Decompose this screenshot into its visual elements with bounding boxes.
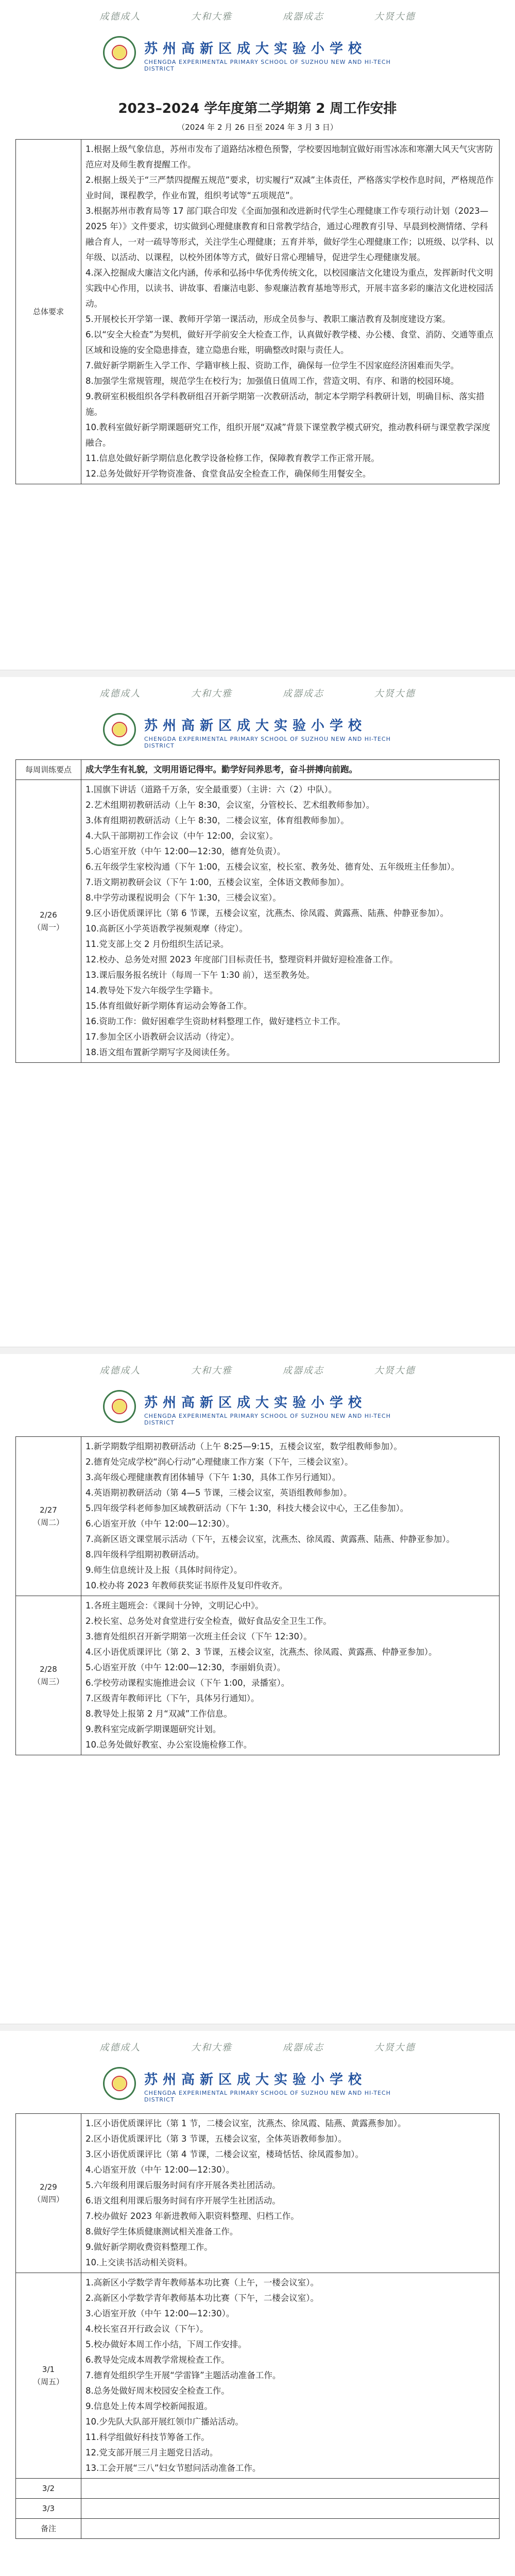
table-row xyxy=(16,2479,500,2499)
list-item: 10.教科室做好新学期课题研究工作，组织开展“双减”背景下课堂教学模式研究，推动教科研与课堂教学深度融合。 xyxy=(85,422,490,448)
list-item: 8.总务处做好周末校园安全检查工作。 xyxy=(85,2386,230,2396)
list-item: 4.校长室召开行政会议（下午）。 xyxy=(85,2324,209,2334)
table-row xyxy=(16,760,500,780)
list-item: 1.高新区小学数学青年教师基本功比赛（上午，一楼会议室）。 xyxy=(85,2278,319,2287)
list-item: 11.党支部上交 2 月份组织生活记录。 xyxy=(85,939,229,949)
list-item: 11.科学组做好科技节筹备工作。 xyxy=(85,2432,210,2442)
day-cell xyxy=(16,2479,81,2499)
school-logo-icon xyxy=(103,2067,136,2100)
remarks-cell xyxy=(81,2519,500,2539)
day-cell xyxy=(16,780,81,1063)
day-weekday: （周三） xyxy=(32,1677,64,1686)
list-item: 4.深入挖掘成大廉洁文化内涵，传承和弘扬中华优秀传统文化，以校园廉洁文化建设为重点，发挥新时代文明实践中心作用，以读书、讲故事、看廉洁电影、参观廉洁教育基地等形式，开展丰富多彩的廉洁文化进校园活动。 xyxy=(85,268,493,309)
day-items xyxy=(81,1596,500,1755)
school-brand xyxy=(103,2067,412,2103)
list-item: 6.学校劳动课程实施推进会议（下午 1:00，录播室）。 xyxy=(85,1678,290,1688)
day-weekday: （周二） xyxy=(32,1518,64,1527)
school-logo-icon xyxy=(103,713,136,746)
table-row xyxy=(16,780,500,1063)
table-row xyxy=(16,1437,500,1596)
day-date: 2/29 xyxy=(40,2182,57,2192)
school-name-en: CHENGDA EXPERIMENTAL PRIMARY SCHOOL OF SUZHOU NEW AND HI-TECH DISTRICT xyxy=(144,59,391,72)
list-item: 1.国旗下讲话（道路千万条，安全最重要）（主讲：六（2）中队）。 xyxy=(85,785,337,794)
motto: 大贤大德 xyxy=(374,1365,416,1376)
list-item: 2.区小语优质课评比（第 3 节课，五楼会议室，全体英语教师参加）。 xyxy=(85,2134,347,2144)
schedule-table xyxy=(15,139,500,484)
day-date: 3/1 xyxy=(42,2365,55,2374)
list-item: 1.根据上级气象信息，苏州市发布了道路结冰橙色预警，学校要因地制宜做好雨雪冰冻和寒潮大风天气灾害防范应对及师生教育提醒工作。 xyxy=(85,144,493,170)
letterhead xyxy=(0,0,515,88)
list-item: 13.工会开展“三八”妇女节慰问活动准备工作。 xyxy=(85,2463,261,2473)
list-item: 10.少先队大队部开展红领巾广播站活动。 xyxy=(85,2417,244,2427)
motto: 成器成志 xyxy=(282,1365,324,1376)
list-item: 3.体育组期初教研活动（上午 8:30，二楼会议室，体育组教师参加）。 xyxy=(85,816,349,825)
school-name-en: CHENGDA EXPERIMENTAL PRIMARY SCHOOL OF SUZHOU NEW AND HI-TECH DISTRICT xyxy=(144,736,391,749)
motto: 大贤大德 xyxy=(374,2042,416,2053)
list-item: 15.体育组做好新学期体育运动会筹备工作。 xyxy=(85,1001,252,1011)
motto-row xyxy=(0,1363,515,1377)
table-row xyxy=(16,2114,500,2273)
day-cell xyxy=(16,2499,81,2519)
day-items xyxy=(81,1437,500,1596)
schedule-table xyxy=(15,759,500,1063)
list-item: 7.高新区语文课堂展示活动（下午，五楼会议室，沈燕杰、徐凤霞、黄露燕、陆燕、仲静亚参加）。 xyxy=(85,1534,455,1544)
list-item: 2.校长室、总务处对食堂进行安全检查，做好食品安全卫生工作。 xyxy=(85,1616,332,1626)
list-item: 9.信息处上传本周学校新闻报道。 xyxy=(85,2401,213,2411)
page-1 xyxy=(0,0,515,670)
list-item: 10.校办将 2023 年教师获奖证书原件及复印件收齐。 xyxy=(85,1581,288,1590)
list-item: 2.高新区小学数学青年教师基本功比赛（下午，二楼会议室）。 xyxy=(85,2293,319,2303)
day-cell xyxy=(16,2273,81,2479)
day-weekday: （周五） xyxy=(32,2377,64,2386)
list-item: 7.语文期初教研会议（下午 1:00，五楼会议室，全体语文教师参加）。 xyxy=(85,877,349,887)
school-name: 苏州高新区成大实验小学校 xyxy=(144,1395,367,1411)
school-brand xyxy=(103,713,412,749)
list-item: 13.课后服务报名统计（每周一下午 1:30 前），送至教务处。 xyxy=(85,970,315,980)
day-date: 2/27 xyxy=(40,1505,57,1515)
list-item: 10.总务处做好教室、办公室设施检修工作。 xyxy=(85,1740,252,1750)
list-item: 10.高新区小学英语教学视频观摩（待定）。 xyxy=(85,924,248,934)
list-item: 8.中学劳动课程说明会（下午 1:30，三楼会议室）。 xyxy=(85,893,281,903)
page-3 xyxy=(0,1354,515,2024)
list-item: 9.区小语优质课评比（第 6 节课，五楼会议室，沈燕杰、徐凤霞、黄露燕、陆燕、仲静亚参加）。 xyxy=(85,908,449,918)
day-date: 2/28 xyxy=(40,1665,57,1674)
school-name: 苏州高新区成大实验小学校 xyxy=(144,718,367,734)
schedule-table xyxy=(15,1436,500,1755)
school-name-en: CHENGDA EXPERIMENTAL PRIMARY SCHOOL OF SUZHOU NEW AND HI-TECH DISTRICT xyxy=(144,1413,391,1426)
list-item: 4.大队干部期初工作会议（中午 12:00，会议室）。 xyxy=(85,831,278,841)
list-item: 5.六年级利用课后服务时间有序开展各类社团活动。 xyxy=(85,2180,281,2190)
day-items xyxy=(81,2499,500,2519)
motto: 大和大雅 xyxy=(191,1365,233,1376)
school-brand xyxy=(103,36,412,72)
letterhead xyxy=(0,1354,515,1442)
list-item: 1.区小语优质课评比（第 1 节，二楼会议室，沈燕杰、徐凤霞、陆燕、黄露燕参加）。 xyxy=(85,2119,406,2128)
list-item: 3.根据苏州市教育局等 17 部门联合印发《全面加强和改进新时代学生心理健康工作专项行动计划（2023—2025 年）》文件要求，切实做到心理健康教育和日常教学结合，通过心理教育引导、早晨到校测情绪、学科融合育人，一对一疏导等形式，关注学生心理健康；五育并举，做好学生心理健康工作；以班级、以学科、以年级、以活动、以课程，以校外团体等方式，做好日常心理辅导，促进学生心理健康发展。 xyxy=(85,206,493,262)
list-item: 12.校办、总务处对照 2023 年度部门目标责任书，整理资料并做好迎检准备工作。 xyxy=(85,955,398,964)
list-item: 4.心语室开放（中午 12:00—12:30）。 xyxy=(85,2165,235,2175)
list-item: 2.艺术组期初教研活动（上午 8:30，会议室，分管校长、艺术组教师参加）。 xyxy=(85,800,375,810)
overall-requirements xyxy=(81,140,500,484)
day-weekday: （周一） xyxy=(32,923,64,932)
list-item: 4.区小语优质课评比（第 2、3 节课，五楼会议室，沈燕杰、徐凤霞、黄露燕、仲静亚参加）。 xyxy=(85,1647,437,1657)
motto: 成器成志 xyxy=(282,11,324,22)
list-item: 14.教导处下发六年级学生学籍卡。 xyxy=(85,986,218,995)
day-weekday: （周四） xyxy=(32,2195,64,2204)
list-item: 3.高年级心理健康教育团体辅导（下午 1:30，具体工作另行通知）。 xyxy=(85,1472,341,1482)
list-item: 6.五年级学生家校沟通（下午 1:00，五楼会议室，校长室、教务处、德育处、五年级班主任参加）。 xyxy=(85,862,460,872)
remarks-label: 备注 xyxy=(16,2519,81,2539)
page-2 xyxy=(0,677,515,1347)
list-item: 5.开展校长开学第一课、教师开学第一课活动，形成全员参与、教职工廉洁教育及制度建设方案。 xyxy=(85,314,451,324)
date-range: （2024 年 2 月 26 日至 2024 年 3 月 3 日） xyxy=(177,123,338,132)
motto: 成德成人 xyxy=(99,11,141,22)
school-logo-icon xyxy=(103,1390,136,1423)
motto: 成器成志 xyxy=(282,688,324,699)
page-title: 2023–2024 学年度第二学期第 2 周工作安排 xyxy=(118,101,397,116)
list-item: 6.语文组利用课后服务时间有序开展学生社团活动。 xyxy=(85,2196,281,2206)
motto-row xyxy=(0,2040,515,2054)
list-item: 8.做好学生体质健康测试相关准备工作。 xyxy=(85,2227,238,2236)
list-item: 3.心语室开放（中午 12:00—12:30）。 xyxy=(85,2309,235,2318)
list-item: 8.四年级科学组期初教研活动。 xyxy=(85,1550,204,1560)
motto: 大和大雅 xyxy=(191,688,233,699)
list-item: 3.区小语优质课评比（第 4 节课，二楼会议室，楼琦恬恬、徐凤霞参加）。 xyxy=(85,2149,364,2159)
motto: 成德成人 xyxy=(99,2042,141,2053)
page-4 xyxy=(0,2031,515,2576)
list-item: 7.德育处组织学生开展“学雷锋”主题活动准备工作。 xyxy=(85,2370,281,2380)
day-date: 3/3 xyxy=(42,2504,55,2513)
list-item: 17.参加全区小语教研会议活动（待定）。 xyxy=(85,1032,239,1042)
list-item: 4.英语期初教研活动（第 4—5 节课，三楼会议室，英语组教师参加）。 xyxy=(85,1488,352,1498)
motto-row xyxy=(0,686,515,700)
list-item: 5.四年级学科老师参加区域教研活动（下午 1:30，科技大楼会议中心，王乙佳参加）。 xyxy=(85,1503,409,1513)
list-item: 1.新学期数学组期初教研活动（上午 8:25—9:15，五楼会议室，数学组教师参加）。 xyxy=(85,1442,402,1451)
list-item: 9.师生信息统计及上报（具体时间待定）。 xyxy=(85,1565,243,1575)
list-item: 7.区级青年教师评比（下午，具体另行通知）。 xyxy=(85,1693,260,1703)
motto: 成德成人 xyxy=(99,1365,141,1376)
list-item: 8.加强学生常规管理，规范学生在校行为；加强值日值周工作，营造文明、有序、和谐的校园环境。 xyxy=(85,376,459,386)
list-item: 8.教导处上报第 2 月“双减”工作信息。 xyxy=(85,1709,232,1719)
list-item: 6.以“安全大检查”为契机，做好开学前安全大检查工作，认真做好教学楼、办公楼、食堂、消防、交通等重点区域和设施的安全隐患排查，建立隐患台账，明确整改时限与责任人。 xyxy=(85,330,493,355)
motto: 成器成志 xyxy=(282,2042,324,2053)
day-items xyxy=(81,2114,500,2273)
day-items xyxy=(81,2273,500,2479)
school-name-en: CHENGDA EXPERIMENTAL PRIMARY SCHOOL OF SUZHOU NEW AND HI-TECH DISTRICT xyxy=(144,2090,391,2103)
list-item: 18.语文组布置新学期写字及阅读任务。 xyxy=(85,1047,235,1057)
list-item: 12.党支部开展三月主题党日活动。 xyxy=(85,2448,218,2458)
list-item: 9.教研室积极组织各学科教研组召开新学期第一次教研活动，制定本学期学科教研计划，明确目标、落实措施。 xyxy=(85,392,485,417)
list-item: 5.心语室开放（中午 12:00—12:30，李丽娟负责）。 xyxy=(85,1663,286,1672)
list-item: 2.德育处完成学校“润心行动”心理健康工作方案（下午，三楼会议室）。 xyxy=(85,1457,353,1467)
list-item: 6.教导处完成本周教学常规检查工作。 xyxy=(85,2355,230,2365)
table-row xyxy=(16,2273,500,2479)
row-label: 总体要求 xyxy=(16,140,81,484)
list-item: 9.做好新学期收费资料整理工作。 xyxy=(85,2242,213,2252)
list-item: 2.根据上级关于“三严禁四提醒五规范”要求，切实履行“双减”主体责任，严格落实学校作息时间，严格规范作业时间，课程教学，作业布置，组织考试等“五项规范”。 xyxy=(85,175,494,200)
list-item: 5.心语室开放（中午 12:00—12:30，德育处负责）。 xyxy=(85,846,286,856)
school-name: 苏州高新区成大实验小学校 xyxy=(144,41,367,57)
school-name: 苏州高新区成大实验小学校 xyxy=(144,2072,367,2088)
row-label: 每周训练要点 xyxy=(16,760,81,780)
table-row xyxy=(16,140,500,484)
school-logo-icon xyxy=(103,36,136,69)
motto: 大和大雅 xyxy=(191,11,233,22)
school-brand xyxy=(103,1390,412,1426)
list-item: 10.上交读书活动相关资料。 xyxy=(85,2258,193,2267)
list-item: 9.教科室完成新学期课题研究计划。 xyxy=(85,1724,221,1734)
table-row xyxy=(16,2519,500,2539)
list-item: 16.资助工作：做好困难学生资助材料整理工作，做好建档立卡工作。 xyxy=(85,1016,346,1026)
list-item: 5.校办做好本周工作小结，下周工作安排。 xyxy=(85,2340,247,2349)
letterhead xyxy=(0,2031,515,2119)
list-item: 1.各班主题班会：《课间十分钟，文明记心中》。 xyxy=(85,1601,264,1611)
motto: 成德成人 xyxy=(99,688,141,699)
motto-row xyxy=(0,9,515,23)
day-cell xyxy=(16,2114,81,2273)
list-item: 11.信息处做好新学期信息化教学设备检修工作，保障教育教学工作正常开展。 xyxy=(85,453,380,463)
list-item: 6.心语室开放（中午 12:00—12:30）。 xyxy=(85,1519,235,1529)
list-item: 12.总务处做好开学物资准备、食堂食品安全检查工作，确保师生用餐安全。 xyxy=(85,469,371,479)
table-row xyxy=(16,2499,500,2519)
letterhead xyxy=(0,677,515,765)
day-items xyxy=(81,780,500,1063)
day-cell xyxy=(16,1596,81,1755)
motto: 大贤大德 xyxy=(374,11,416,22)
day-date: 3/2 xyxy=(42,2484,55,2493)
day-items xyxy=(81,2479,500,2499)
table-row xyxy=(16,1596,500,1755)
day-date: 2/26 xyxy=(40,910,57,920)
week-focus-text: 成大学生有礼貌，文明用语记得牢。勤学好问养思考，奋斗拼搏向前跑。 xyxy=(81,760,500,780)
list-item: 7.做好新学期新生入学工作、学籍审核上报、资助工作，确保每一位学生不因家庭经济困难而失学。 xyxy=(85,361,459,370)
schedule-table xyxy=(15,2113,500,2539)
list-item: 7.校办做好 2023 年新进教师入职资料整理、归档工作。 xyxy=(85,2211,299,2221)
motto: 大贤大德 xyxy=(374,688,416,699)
motto: 大和大雅 xyxy=(191,2042,233,2053)
day-cell xyxy=(16,1437,81,1596)
list-item: 3.德育处组织召开新学期第一次班主任会议（下午 12:30）。 xyxy=(85,1632,312,1641)
